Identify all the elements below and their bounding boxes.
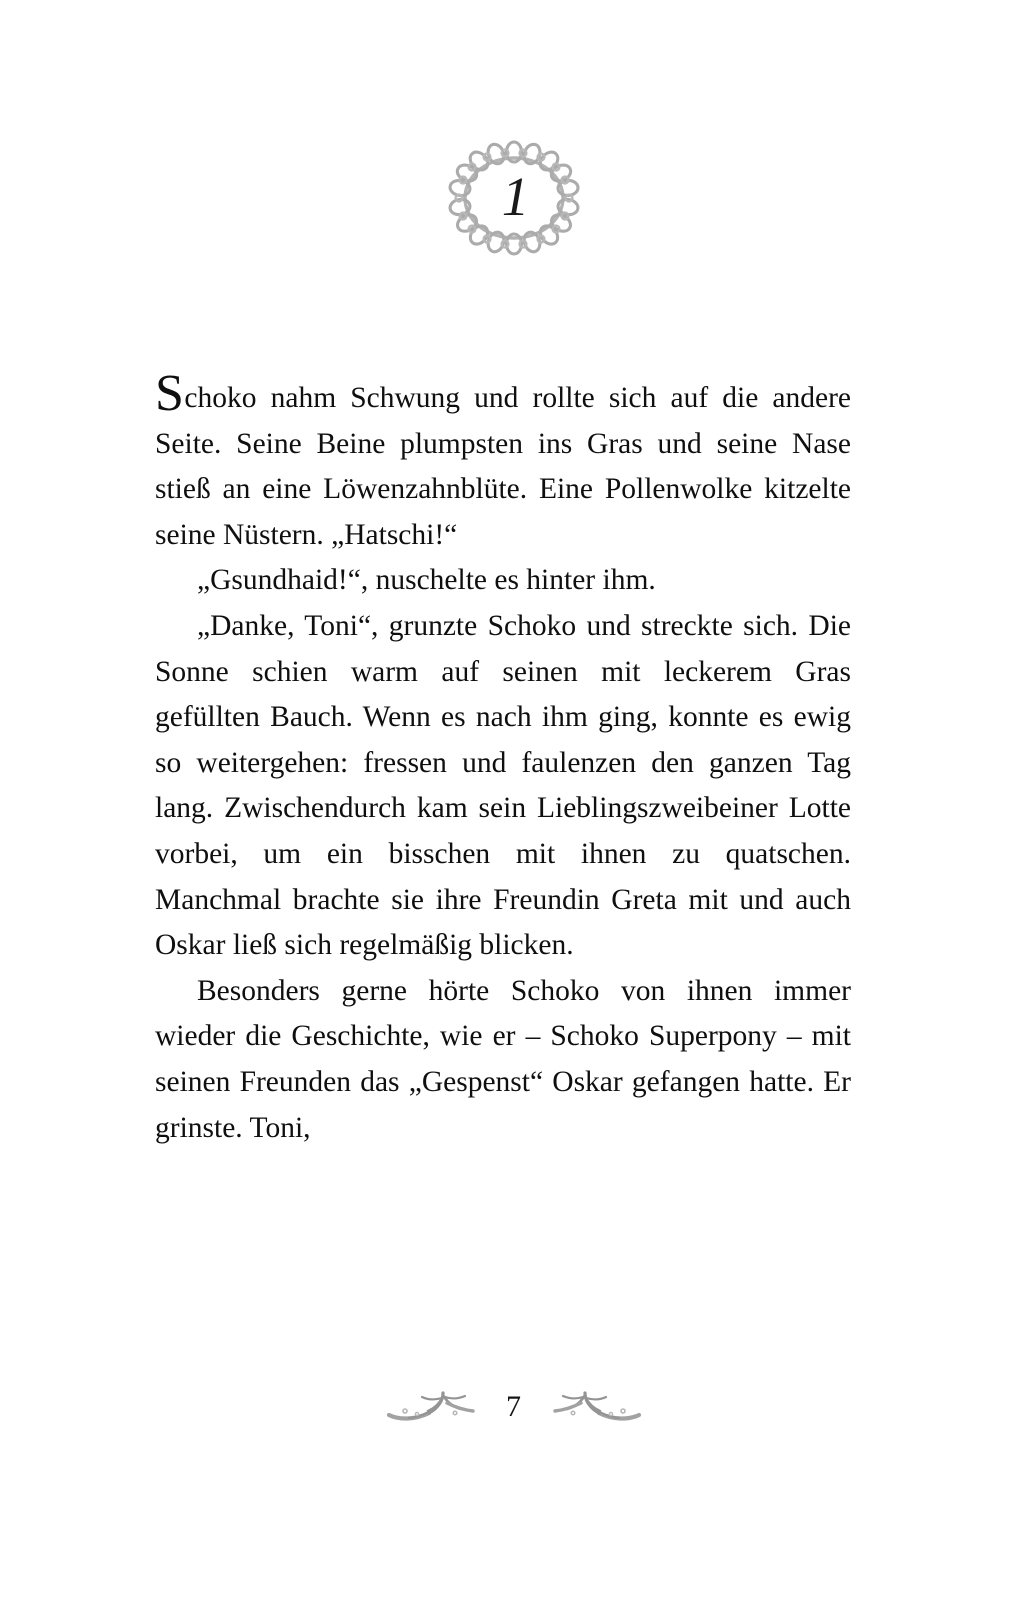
chapter-ornament-wreath	[434, 134, 594, 262]
paragraph-1-text: choko nahm Schwung und rollte sich auf die andere Seite. Seine Beine plumpsten ins Gras und seine Nase stieß an eine Löwenzahnblüte. Eine Pollenwolke kitzelte seine Nüstern. „Hatschi!“	[155, 382, 851, 551]
paragraph-1	[155, 365, 851, 558]
page-footer	[0, 1378, 1027, 1434]
drop-cap-initial: S	[155, 365, 185, 422]
chapter-number: 1	[501, 165, 530, 227]
flourish-swirl-ornament-icon	[551, 1389, 643, 1423]
paragraph-2: „Gsundhaid!“, nuschelte es hinter ihm.	[197, 564, 656, 597]
flourish-swirl-ornament-icon	[385, 1389, 477, 1423]
paragraph-4: Besonders gerne hörte Schoko von ihnen immer wieder die Geschichte, wie er – Schoko Superpony – mit seinen Freunden das „Gespenst“ Oskar gefangen hatte. Er grinste. Toni,	[155, 974, 851, 1144]
body-text	[155, 365, 851, 1151]
chapter-heading	[0, 118, 1027, 278]
page-number: 7	[506, 1390, 521, 1423]
paragraph-3: „Danke, Toni“, grunzte Schoko und streckte sich. Die Sonne schien warm auf seinen mit leckerem Gras gefüllten Bauch. Wenn es nach ihm ging, konnte es ewig so weitergehen: fressen und faulenzen den ganzen Tag lang. Zwischendurch kam sein Lieblingszweibeiner Lotte vorbei, um ein bisschen mit ihnen zu quatschen. Manchmal brachte sie ihre Freundin Greta mit und auch Oskar ließ sich regelmäßig blicken.	[155, 609, 851, 962]
